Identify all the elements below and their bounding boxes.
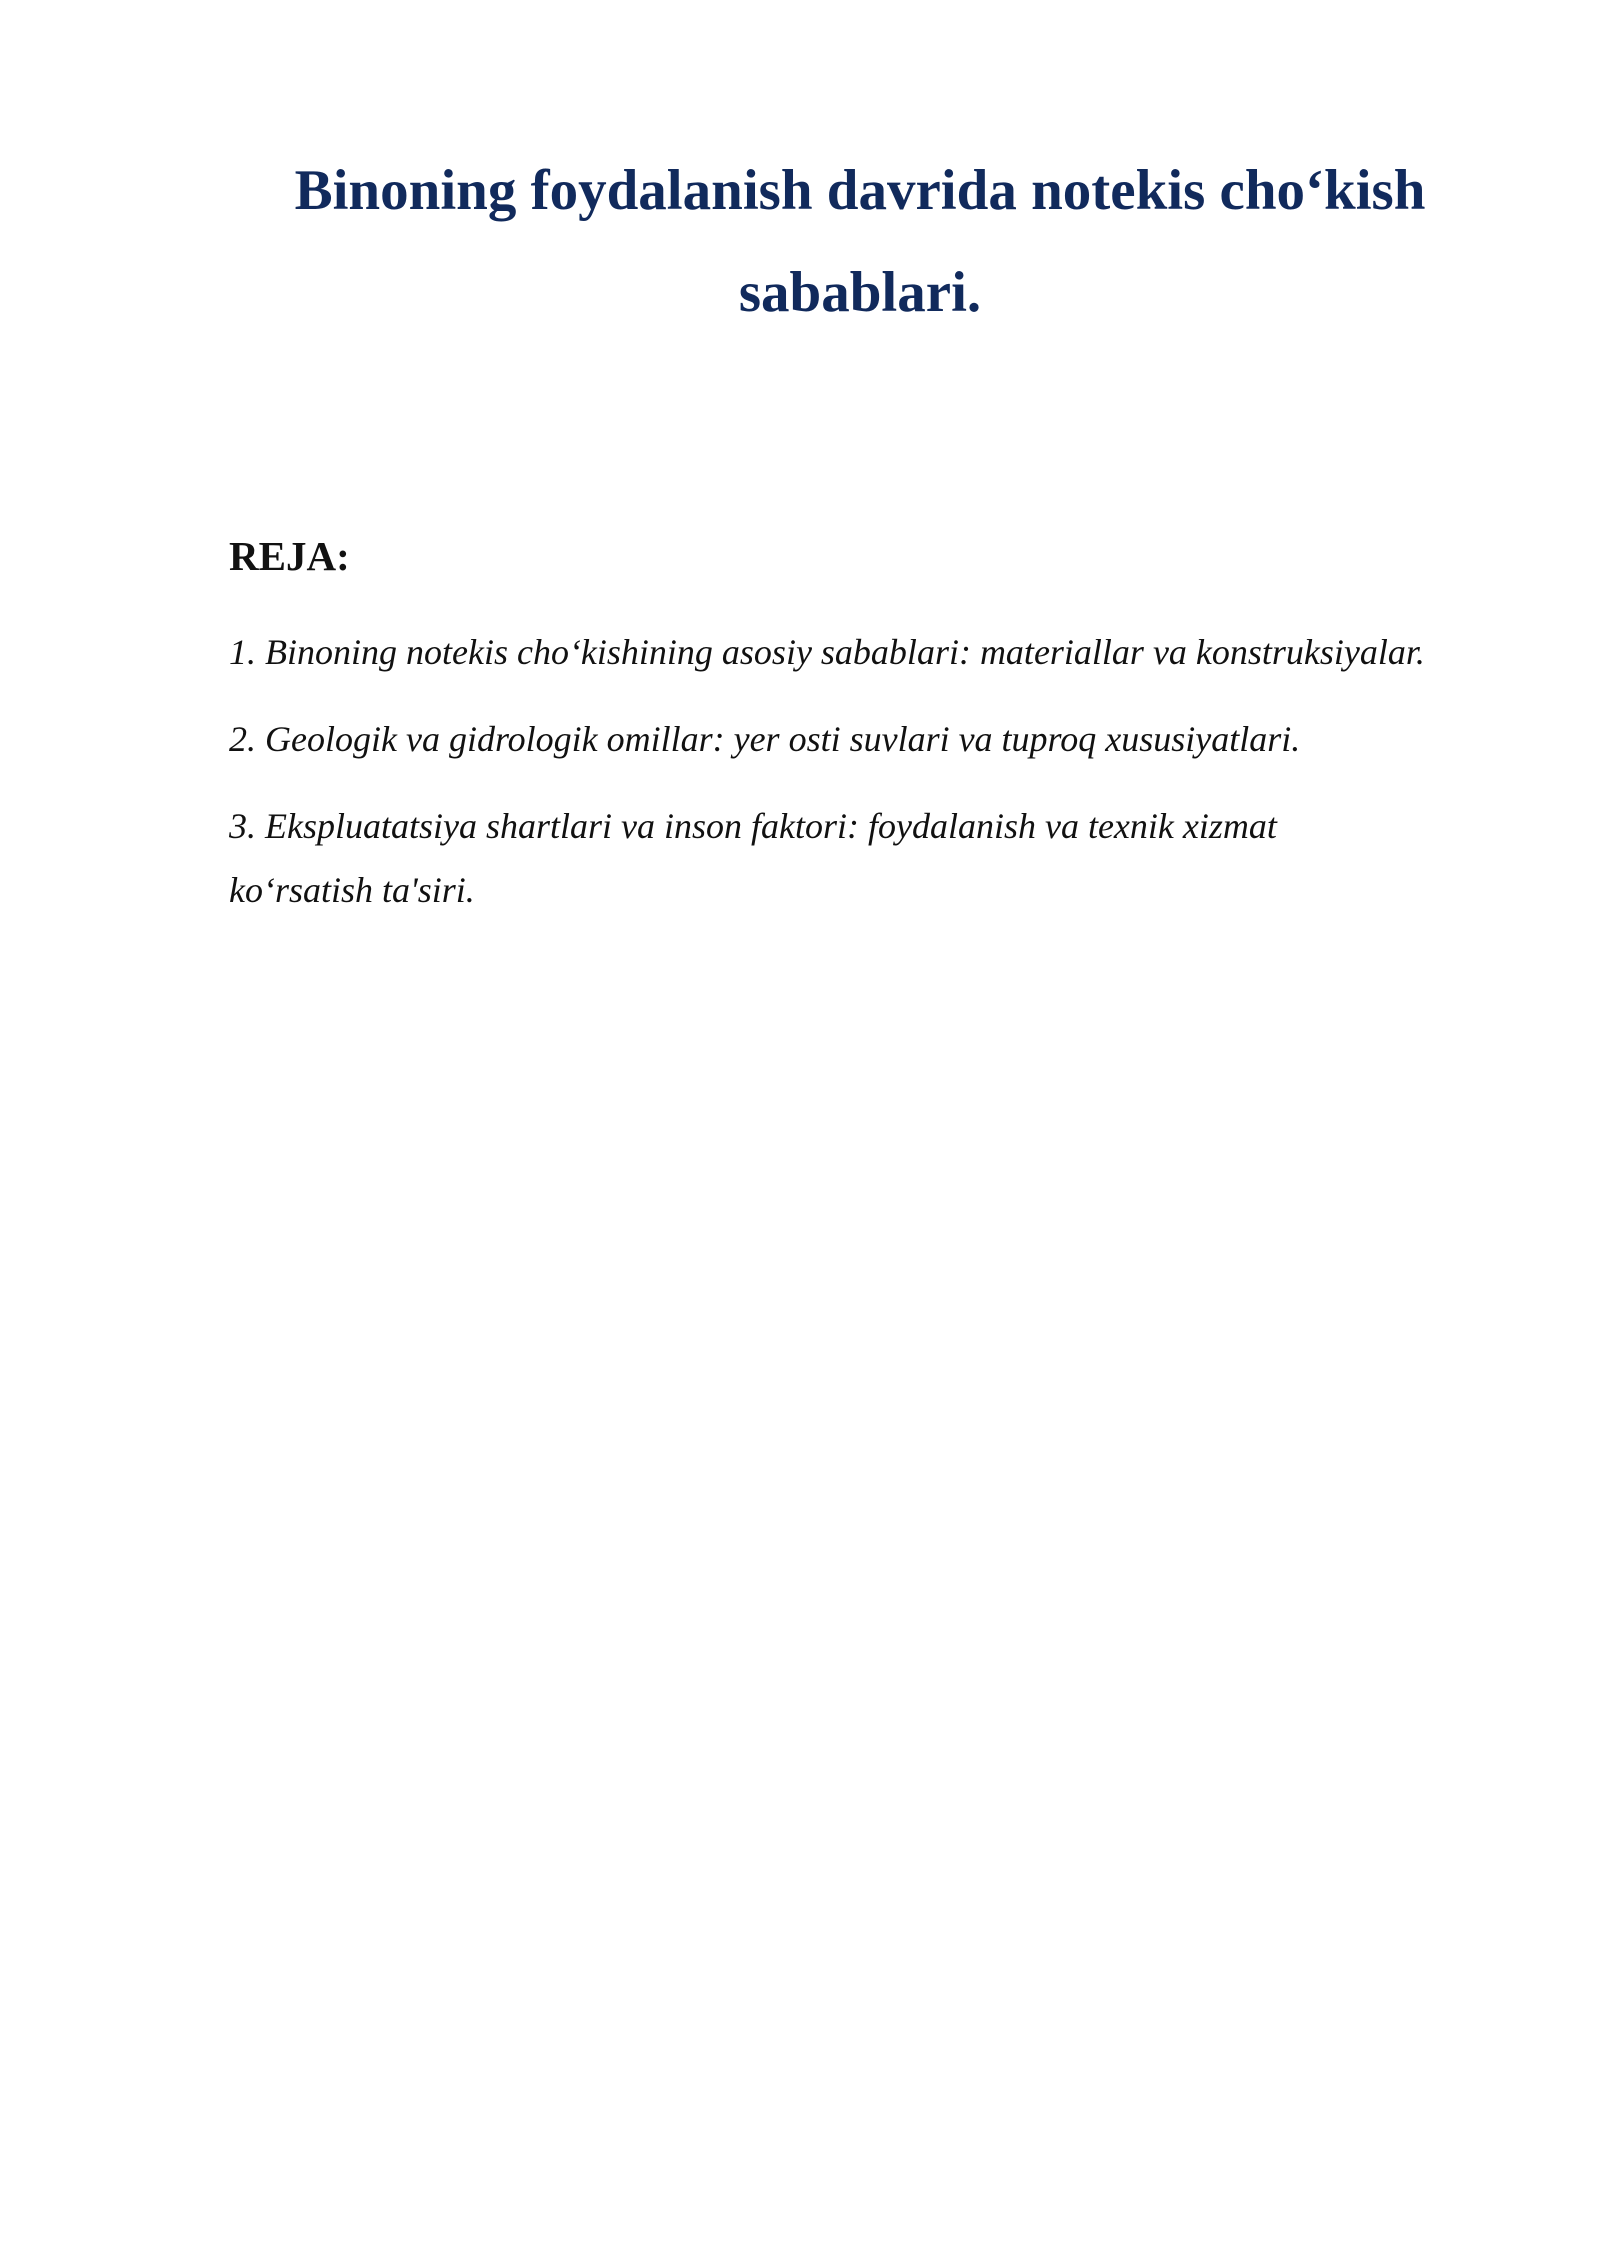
plan-item-3 [229, 794, 1349, 922]
plan-item-2 [229, 707, 1529, 771]
document-title: Binoning foydalanish davrida notekis cho‘kish sabablari. [294, 159, 1426, 324]
plan-list [229, 620, 1529, 945]
plan-item-1 [229, 620, 1529, 684]
plan-heading: REJA: [229, 533, 350, 579]
plan-item-text: 3. Ekspluatatsiya shartlari va inson faktori: foydalanish va texnik xizmat ko‘rsatish ta'siri. [229, 806, 1277, 910]
plan-item-text: 2. Geologik va gidrologik omillar: yer osti suvlari va tuproq xususiyatlari. [229, 719, 1301, 759]
plan-item-text: 1. Binoning notekis cho‘kishining asosiy sabablari: materiallar va konstruksiyalar. [229, 632, 1425, 672]
